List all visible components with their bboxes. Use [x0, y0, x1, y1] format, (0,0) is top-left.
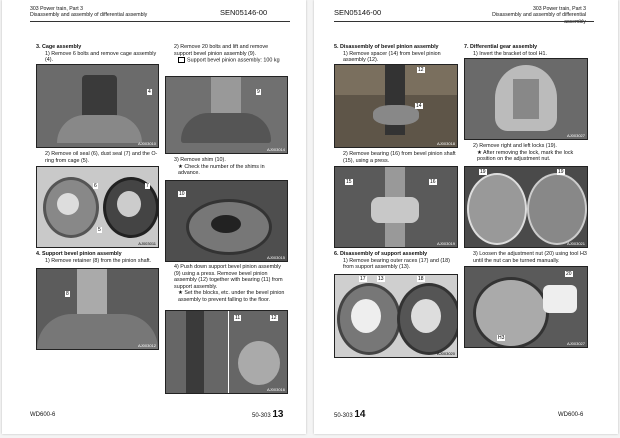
section-cage-assembly: 3. Cage assembly 1) Remove 6 bolts and remove cage assembly (4).	[36, 44, 157, 64]
step-loosen-adjustment-nut: 3) Loosen the adjustment nut (20) using tool H3 until the nut can be turned manually.	[473, 251, 587, 264]
photo-bearing-press: 15 16 AJ003019	[334, 166, 458, 248]
footer-page: 50-303 14	[334, 409, 366, 420]
photo-lift-support: 9 AJ003014	[165, 76, 288, 154]
photo-tool-h1: AJ003027	[464, 58, 588, 140]
doc-code: SEN05146-00	[334, 8, 382, 17]
photo-cage-assembly: 4 AJ003010	[36, 64, 159, 148]
weight-icon	[178, 57, 185, 63]
photo-retainer: 8 AJ003012	[36, 268, 159, 350]
footer-model: WD600-6	[30, 412, 56, 418]
step-remove-20-bolts: 2) Remove 20 bolts and lift and remove support bevel pinion assembly (9). Support bevel pinion assembly: 100 kg	[174, 44, 280, 64]
page-header: 303 Power train, Part 3 Disassembly and assembly of differential assembly	[30, 6, 148, 19]
step-remove-shim: 3) Remove shim (10). ★ Check the number of the shims in advance.	[174, 157, 265, 177]
footer-model: WD600-6	[558, 412, 584, 418]
photo-spacer: 12 14 AJ003018	[334, 64, 458, 148]
section-support-bevel-pinion: 4. Support bevel pinion assembly 1) Remove retainer (8) from the pinion shaft.	[36, 251, 152, 264]
section-differential-gear: 7. Differential gear assembly 1) Invert the bracket of tool H1.	[464, 44, 548, 57]
page-14	[314, 0, 618, 434]
footer-page: 50-303 13	[252, 409, 284, 420]
page-13	[2, 0, 306, 434]
step-push-down-pinion: 4) Push down support bevel pinion assembly (9) using a press. Remove bevel pinion assembly (12) together with bearing (11) from support assembly. ★ Set the blocks, etc. under the bevel pinion assembly to prevent falling to the floor.	[174, 264, 285, 303]
section-bevel-pinion-disassembly: 5. Disassembly of bevel pinion assembly 1) Remove spacer (14) from bevel pinion assembly (12).	[334, 44, 441, 64]
photo-press-pinion: 11 12 AJ003016	[165, 310, 288, 394]
header-rule	[30, 21, 290, 22]
step-remove-bearing: 2) Remove bearing (16) from bevel pinion shaft (15), using a press.	[343, 151, 456, 164]
header-rule	[334, 21, 594, 22]
photo-locks: 19 19 AJ003021	[464, 166, 588, 248]
photo-outer-races: 17 13 18 AJ003020	[334, 274, 458, 358]
step-remove-oil-seal: 2) Remove oil seal (6), dust seal (7) and the O-ring from cage (5).	[45, 151, 158, 164]
page-header: 303 Power train, Part 3 Disassembly and assembly of differential assembly	[492, 6, 586, 25]
section-support-assembly: 6. Disassembly of support assembly 1) Remove bearing outer races (17) and (18) from support assembly (13).	[334, 251, 450, 271]
photo-cage-seals: 6 7 5 AJ003011	[36, 166, 159, 248]
step-remove-locks: 2) Remove right and left locks (19). ★ After removing the lock, mark the lock position on the adjustment nut.	[473, 143, 574, 163]
photo-shim: 10 AJ003015	[165, 180, 288, 262]
doc-code: SEN05146-00	[220, 8, 268, 17]
photo-adjustment-nut: 20 H3 AJ003027	[464, 266, 588, 348]
